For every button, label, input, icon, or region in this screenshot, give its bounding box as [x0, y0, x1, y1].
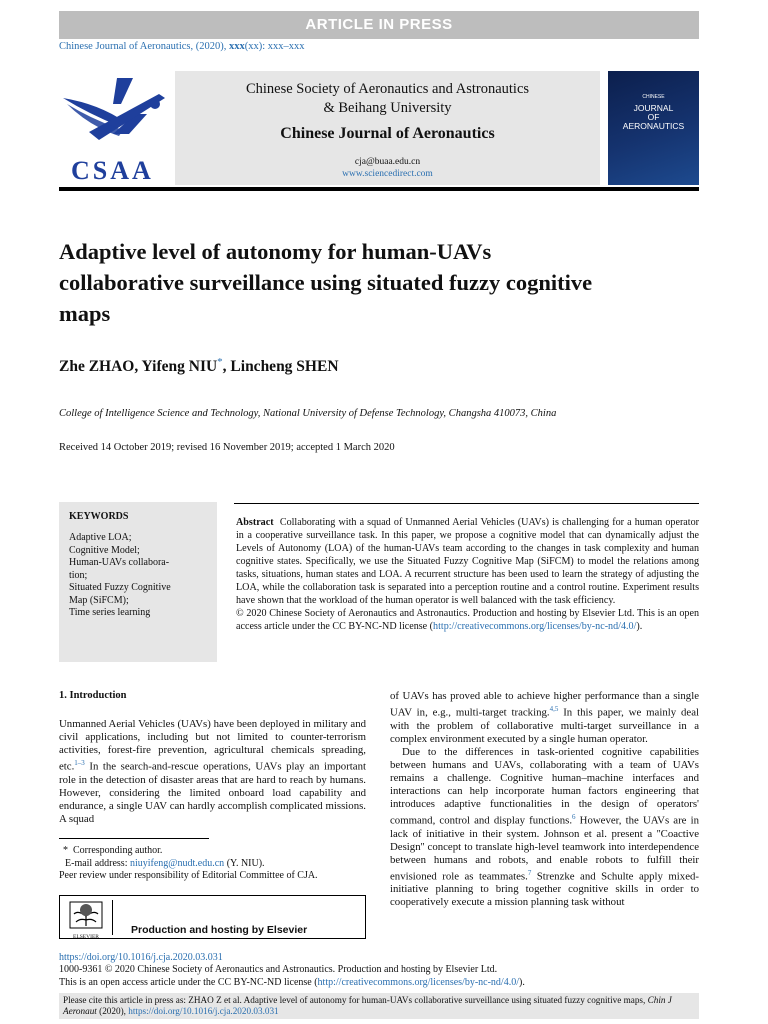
abstract-label: Abstract [236, 517, 274, 528]
elsevier-hosting-box [59, 895, 366, 939]
elsevier-tree-icon [68, 900, 104, 940]
elsevier-logo-text: ELSEVIER [73, 934, 99, 940]
abstract-copyright: © 2020 Chinese Society of Aeronautics and Astronautics. Production and hosting by Elsevier Ltd. This is an open access article under the CC BY-NC-ND license ( [236, 608, 699, 632]
author-list: Zhe ZHAO, Yifeng NIU*, Lincheng SHEN [59, 356, 339, 376]
keyword-item: Map (SiFCM); [69, 594, 129, 606]
received-dates: Received 14 October 2019; revised 16 November 2019; accepted 1 March 2020 [59, 442, 395, 453]
corresponding-author-star[interactable]: * [217, 356, 223, 368]
journal-name: Chinese Journal of Aeronautics [280, 125, 495, 142]
keyword-item: tion; [69, 569, 88, 581]
elsevier-divider [112, 900, 113, 935]
csaa-logo [59, 74, 169, 184]
airplane-logo-icon [59, 74, 169, 152]
article-title: Adaptive level of autonomy for human-UAVs collaborative surveillance using situated fuzzy cognitive maps [59, 239, 593, 326]
reference-link[interactable]: 6 [572, 813, 576, 822]
footnotes: * Corresponding author. E-mail address: niuyifeng@nudt.edu.cn (Y. NIU). Peer review under responsibility of Editorial Committee of CJA. [59, 845, 318, 881]
section-heading: 1. Introduction [59, 690, 127, 701]
keyword-item: Time series learning [69, 607, 151, 618]
keyword-item: Situated Fuzzy Cognitive [69, 582, 171, 593]
journal-citation-line[interactable] [59, 41, 305, 52]
citation-volume: xxx [229, 41, 245, 52]
keywords-list [69, 532, 211, 620]
keyword-item: Cognitive Model; [69, 544, 140, 556]
keywords-heading: KEYWORDS [69, 511, 129, 522]
peer-review-note: Peer review under responsibility of Editorial Committee of CJA. [59, 870, 318, 881]
author-email-link[interactable]: niuyifeng@nudt.edu.cn [129, 857, 225, 869]
citation-rest: (xx): xxx–xxx [244, 41, 305, 52]
keyword-item: Adaptive LOA; [69, 532, 132, 543]
footnote-rule [59, 838, 209, 839]
journal-email: cja@buaa.edu.cn [354, 157, 421, 167]
body-column-right: of UAVs has proved able to achieve higher performance than a single UAV in, e.g., multi-target tracking.$^{4,5}$ In this paper, we mainly deal with the problem of collaborative multi-target surveillance in a complex environment executed by a single human operator. Due to the differences in task-oriented cognitive capabilities between humans and UAVs, collaborating with a team of UAVs remains a challenge. Cognitive human–machine interfaces and interactions can help incorporate human factors engineering that introduces adaptive functionalities in the design of operators' command, control and display functions.$^6$ However, the UAVs are in lack of initiative in their system. Johnson et al. present a ''Coactive Design'' concept to translate high-level teamwork into interdependence between humans and robots, and enable robots to fulfill their envisioned role as teammates.$^7$ Strenzke and Schulte apply mixed-initiative planning to bring together cognitive skills in order to cooperatively execute a mission planning task without [390, 690, 699, 909]
abstract: Abstract Collaborating with a squad of Unmanned Aerial Vehicles (UAVs) is challenging for a human operator in a cooperative surveillance task. In this paper, we propose a cognitive model that can dynamically adjust the Levels of Autonomy (LOA) of the human-UAVs team according to the changes in task complexity and human cognitive states. Specifically, we use the Situated Fuzzy Cognitive Map (SiFCM) to model the relations among tasks, situations, human states and LOA. A recurrent structure has been used to learn the strategy of adjusting the LOA, while the collaboration task is separated into a perception routine and a control routine. Experiment results have shown that the workload of the human operator is well balanced with the task efficiency. © 2020 Chinese Society of Aeronautics and Astronautics. Production and hosting by Elsevier Ltd. This is an open access article under the CC BY-NC-ND license (http://creativecommons.org/licenses/by-nc-nd/4.0/). [236, 517, 699, 632]
reference-link[interactable]: 4,5 [549, 705, 559, 714]
keyword-item: Human-UAVs collabora- [69, 557, 170, 568]
bottom-info: https://doi.org/10.1016/j.cja.2020.03.031 1000-9361 © 2020 Chinese Society of Aeronautics and Astronautics. Production and hosting by Elsevier Ltd. This is an open access article under the CC BY-NC-ND license (http://creativecommons.org/licenses/by-nc-nd/4.0/). [59, 952, 525, 988]
citation-journal: Chinese Journal of Aeronautics, (2020), [59, 41, 230, 52]
cover-title: CHINESE JOURNAL OF AERONAUTICS [622, 94, 685, 131]
society-name: Chinese Society of Aeronautics and Astronautics & Beihang University [245, 81, 530, 116]
journal-contact [175, 156, 600, 180]
elsevier-label: Production and hosting by Elsevier [131, 924, 308, 936]
issn-line: 1000-9361 © 2020 Chinese Society of Aeronautics and Astronautics. Production and hosting by Elsevier Ltd. [59, 964, 498, 976]
sciencedirect-link[interactable]: www.sciencedirect.com [342, 169, 433, 179]
doi-link[interactable]: https://doi.org/10.1016/j.cja.2020.03.031 [59, 952, 223, 963]
license-link[interactable]: http://creativecommons.org/licenses/by-nc-nd/4.0/ [433, 621, 637, 632]
article-in-press-banner: ARTICLE IN PRESS [59, 11, 699, 39]
csaa-logo-text: CSAA [71, 156, 154, 185]
abstract-text: Collaborating with a squad of Unmanned Aerial Vehicles (UAVs) is challenging for a human operator in a cooperative surveillance task. In this paper, we propose a cognitive model that can dynamically adjust the Levels of Autonomy (LOA) of the human-UAVs team according to the changes in task complexity and human cognitive states. Specifically, we use the Situated Fuzzy Cognitive Map (SiFCM) to model the relations among tasks, situations, human states and LOA. A recurrent structure has been used to learn the strategy of adjusting the LOA, while the collaboration task is separated into a perception routine and a control routine. Experiment results have shown that the workload of the human operator is well balanced with the task efficiency. [236, 517, 699, 606]
reference-link[interactable]: 1–3 [74, 759, 85, 768]
journal-cover-image [608, 71, 699, 185]
abstract-rule [234, 503, 699, 504]
cite-doi-link[interactable]: https://doi.org/10.1016/j.cja.2020.03.031 [128, 1006, 279, 1016]
cite-this-article-box: Please cite this article in press as: ZHAO Z et al. Adaptive level of autonomy for human-UAVs collaborative surveillance using situated fuzzy cognitive maps, Chin J Aeronaut (2020), https://doi.org/10.1016/j.cja.2020.03.031 [59, 993, 699, 1019]
reference-link[interactable]: 7 [527, 868, 532, 877]
affiliation: College of Intelligence Science and Technology, National University of Defense Technology, Changsha 410073, China [59, 408, 557, 419]
body-column-left: Unmanned Aerial Vehicles (UAVs) have been deployed in military and civil applications, including but not limited to counter-terrorism activities, forest-fire prevention, agricultural chemicals spreading, etc.$^{1-3}$ In the search-and-rescue operations, UAVs play an important role in the detection of disaster areas that are hard to reach by humans. However, considering the limited onboard load capability and endurance, a single UAV can hardly accomplish complicated missions. A squad [59, 718, 366, 825]
license-link[interactable]: http://creativecommons.org/licenses/by-nc-nd/4.0/ [317, 976, 519, 988]
header-rule [59, 187, 699, 191]
